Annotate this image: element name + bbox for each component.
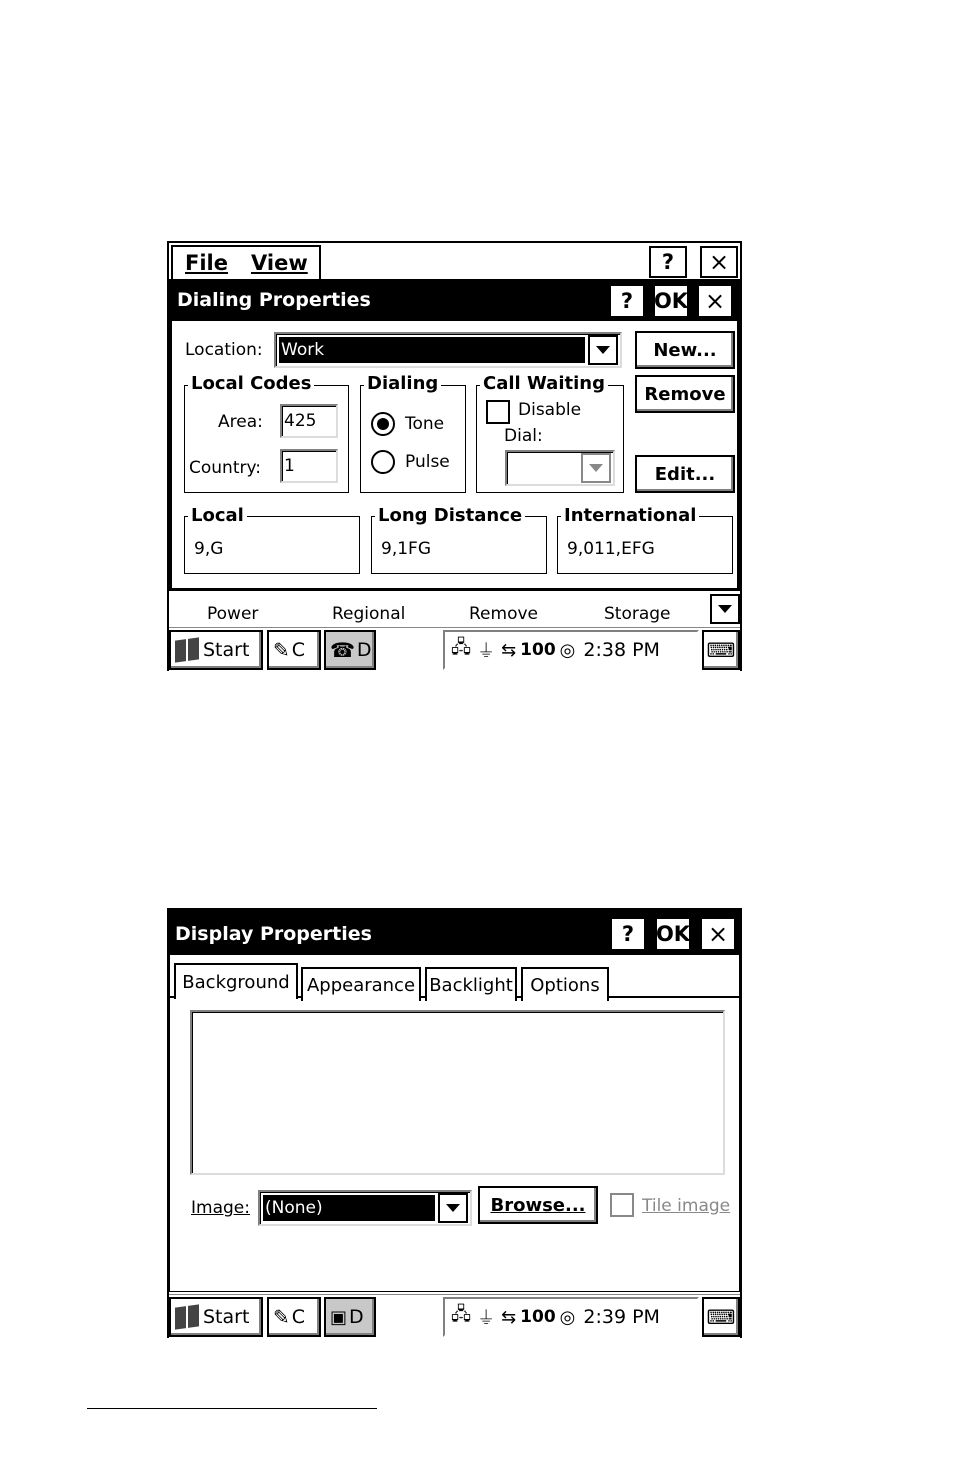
sound-icon: ◎ (559, 1306, 576, 1328)
local-legend: Local (188, 506, 247, 526)
tone-label: Tone (405, 414, 445, 434)
monitor-icon: ▣ (330, 1306, 348, 1328)
location-value: Work (281, 340, 325, 360)
pulse-radio[interactable] (371, 450, 395, 474)
tile-image-label: Tile image (642, 1196, 731, 1216)
input-panel-button[interactable] (702, 1297, 740, 1337)
area-label: Area: (218, 412, 263, 432)
local-codes-legend: Local Codes (188, 374, 314, 394)
menu-view[interactable]: View (251, 251, 308, 275)
display-screenshot (167, 908, 742, 1338)
phone-icon: ☎ (330, 638, 355, 662)
taskbar (169, 627, 740, 672)
display-title: Display Properties (175, 923, 372, 945)
keyboard-icon: ⌨ (706, 638, 736, 662)
international-legend: International (561, 506, 699, 526)
windows-flag-icon (175, 637, 199, 662)
close-button[interactable]: × (697, 284, 733, 318)
tile-image-checkbox (610, 1193, 634, 1217)
taskbar-item-1-label: C (291, 639, 306, 661)
taskbar-item-2[interactable] (324, 630, 376, 670)
dialog-title-bar (172, 279, 737, 321)
transfer-icon: ⇆ (501, 1306, 517, 1328)
display-close-button[interactable]: × (700, 917, 736, 951)
taskbar-item-1[interactable] (267, 1297, 321, 1337)
tab-options[interactable]: Options (521, 967, 609, 1001)
menu-bar (169, 243, 740, 279)
footnote-rule (87, 1408, 377, 1409)
area-value: 425 (284, 411, 317, 431)
dialing-dialog (169, 279, 740, 591)
network-icon: 🖧 (451, 637, 472, 658)
dialing-group (360, 385, 466, 493)
pencil-icon: ✎ (273, 1305, 290, 1329)
clock[interactable]: 2:38 PM (583, 639, 660, 661)
call-waiting-legend: Call Waiting (480, 374, 608, 394)
clock[interactable]: 2:39 PM (583, 1306, 660, 1328)
start-label: Start (203, 1306, 250, 1328)
tone-radio[interactable] (371, 412, 395, 436)
international-value[interactable]: 9,011,EFG (567, 539, 655, 559)
chevron-down-icon[interactable] (710, 594, 740, 624)
chevron-down-icon[interactable] (588, 335, 618, 365)
input-panel-button[interactable] (702, 630, 740, 670)
disable-checkbox[interactable] (486, 400, 510, 424)
browse-button[interactable]: Browse... (478, 1186, 598, 1224)
power-plug-icon: ⏚ (477, 1308, 496, 1329)
start-button[interactable] (169, 630, 263, 670)
control-panel-item-regional[interactable]: Regional (332, 604, 406, 624)
image-label: Image: (191, 1198, 250, 1218)
image-select-highlight (263, 1195, 435, 1221)
pencil-icon: ✎ (273, 638, 290, 662)
location-select-highlight (279, 337, 585, 363)
top-help-button[interactable]: ? (649, 246, 687, 278)
display-help-button[interactable]: ? (610, 917, 646, 951)
display-ok-button[interactable]: OK (655, 917, 691, 951)
long-distance-value[interactable]: 9,1FG (381, 539, 431, 559)
control-panel-item-storage[interactable]: Storage (604, 604, 671, 624)
taskbar-item-1[interactable] (267, 630, 321, 670)
keyboard-icon: ⌨ (706, 1305, 736, 1329)
country-input[interactable] (280, 449, 338, 483)
image-select[interactable] (258, 1190, 472, 1226)
windows-flag-icon (175, 1304, 199, 1329)
dialing-screenshot (167, 241, 742, 671)
taskbar-item-2-label: D (356, 639, 372, 661)
dialog-title: Dialing Properties (177, 289, 371, 311)
menu-file[interactable]: File (185, 251, 228, 275)
control-panel-item-remove[interactable]: Remove (469, 604, 538, 624)
top-close-button[interactable]: × (700, 246, 738, 278)
help-button[interactable]: ? (609, 284, 645, 318)
dial-label: Dial: (504, 426, 543, 446)
country-label: Country: (189, 458, 262, 478)
start-label: Start (203, 639, 250, 661)
local-value[interactable]: 9,G (194, 539, 224, 559)
area-input[interactable] (280, 404, 338, 438)
display-dialog (169, 910, 740, 1292)
location-select[interactable] (274, 332, 622, 368)
transfer-icon: ⇆ (501, 639, 517, 661)
tab-appearance[interactable]: Appearance (301, 967, 421, 1001)
system-tray (443, 1297, 699, 1337)
taskbar-item-2[interactable] (324, 1297, 376, 1337)
tray-number: 100 (520, 1307, 556, 1327)
disable-label: Disable (518, 400, 582, 420)
pulse-label: Pulse (405, 452, 450, 472)
start-button[interactable] (169, 1297, 263, 1337)
tab-background[interactable]: Background (174, 963, 298, 999)
taskbar-item-1-label: C (291, 1306, 306, 1328)
taskbar (169, 1294, 740, 1339)
taskbar-item-2-label: D (349, 1306, 364, 1328)
edit-button[interactable]: Edit... (635, 455, 735, 493)
image-value: (None) (265, 1198, 323, 1218)
dial-select (505, 450, 615, 486)
system-tray (443, 630, 699, 670)
control-panel-strip (169, 591, 740, 627)
chevron-down-icon[interactable] (438, 1193, 468, 1223)
sound-icon: ◎ (559, 639, 576, 661)
display-title-bar (170, 911, 739, 955)
background-preview (190, 1010, 725, 1175)
tray-number: 100 (520, 640, 556, 660)
chevron-down-icon (581, 453, 611, 483)
control-panel-item-power[interactable]: Power (207, 604, 259, 624)
network-icon: 🖧 (451, 1304, 472, 1325)
location-label: Location: (185, 340, 263, 360)
long-distance-legend: Long Distance (375, 506, 525, 526)
remove-button[interactable]: Remove (635, 375, 735, 413)
tab-backlight[interactable]: Backlight (425, 967, 517, 1001)
dialing-legend: Dialing (364, 374, 441, 394)
ok-button[interactable]: OK (653, 284, 689, 318)
new-button[interactable]: New... (635, 331, 735, 369)
power-plug-icon: ⏚ (477, 641, 496, 662)
country-value: 1 (284, 456, 295, 476)
